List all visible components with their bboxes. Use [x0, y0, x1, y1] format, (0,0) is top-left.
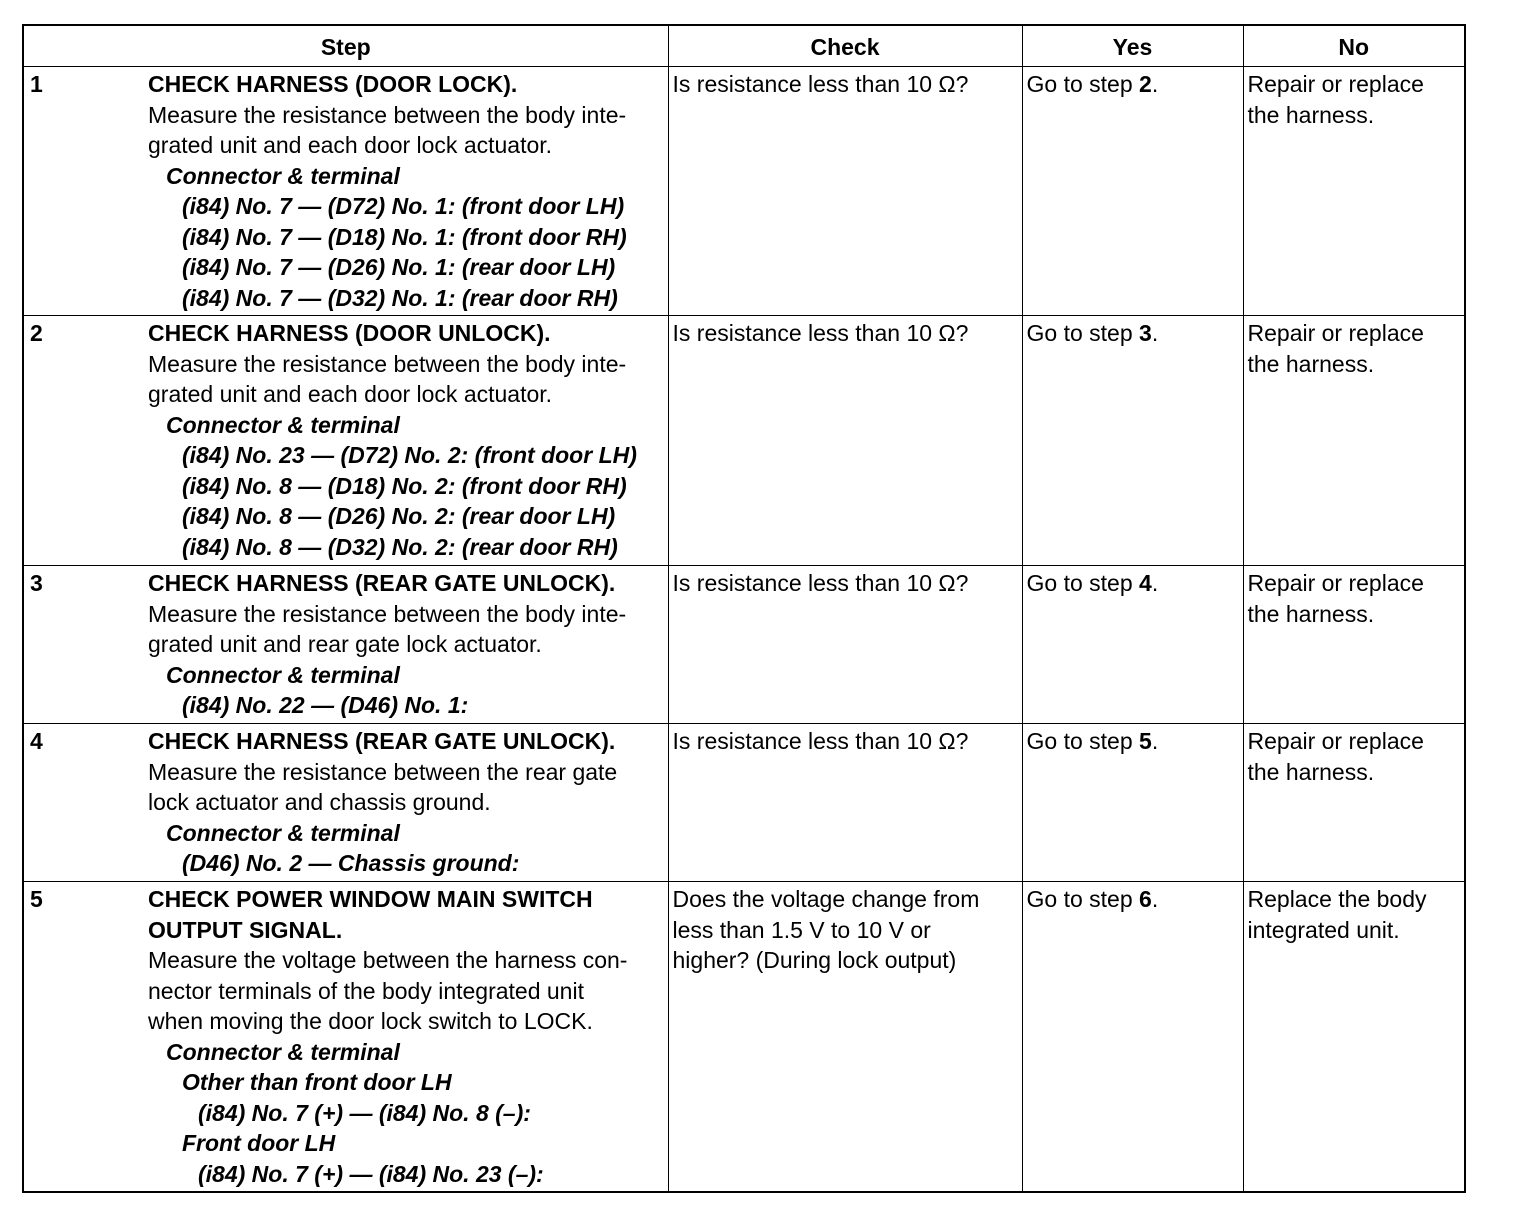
connector-label: Connector & terminal: [166, 162, 400, 189]
yes-text: Go to step: [1026, 71, 1140, 97]
header-yes: Yes: [1022, 25, 1243, 67]
no-text: the harness.: [1247, 101, 1375, 128]
step-cell: [23, 724, 668, 882]
step-number: 2: [30, 320, 43, 346]
check-text: higher? (During lock output): [672, 947, 957, 973]
yes-step-ref: 4: [1139, 570, 1152, 596]
yes-step-ref: 6: [1139, 886, 1152, 912]
step-title: CHECK HARNESS (DOOR LOCK).: [148, 71, 518, 97]
check-cell: [668, 566, 1022, 724]
no-text: Repair or replace: [1247, 570, 1424, 596]
terminal-line: (i84) No. 22 — (D46) No. 1:: [182, 692, 469, 718]
header-step: Step: [23, 25, 668, 67]
yes-suffix: .: [1151, 886, 1159, 912]
terminal-line: (i84) No. 7 — (D18) No. 1: (front door RH): [182, 223, 627, 250]
no-text: the harness.: [1247, 600, 1375, 627]
step-title: CHECK HARNESS (DOOR UNLOCK).: [148, 320, 551, 346]
step-number: 5: [30, 886, 43, 912]
terminal-line: (i84) No. 7 — (D72) No. 1: (front door LH): [182, 193, 625, 219]
check-text: Is resistance less than 10 Ω?: [672, 320, 969, 346]
no-cell: [1243, 566, 1465, 724]
step-desc: grated unit and rear gate lock actuator.: [148, 631, 542, 657]
no-cell: [1243, 316, 1465, 566]
yes-text: Go to step: [1026, 728, 1140, 754]
step-cell: [23, 566, 668, 724]
terminal-group-label: Other than front door LH: [182, 1069, 452, 1095]
step-cell: [23, 67, 668, 316]
check-cell: [668, 316, 1022, 566]
yes-suffix: .: [1151, 71, 1159, 97]
no-text: the harness.: [1247, 758, 1375, 785]
no-cell: [1243, 882, 1465, 1193]
check-cell: [668, 882, 1022, 1193]
yes-step-ref: 2: [1139, 71, 1152, 97]
step-cell: [23, 882, 668, 1193]
step-title: OUTPUT SIGNAL.: [148, 916, 343, 943]
check-text: Is resistance less than 10 Ω?: [672, 71, 969, 97]
yes-cell: [1022, 316, 1243, 566]
step-title: CHECK HARNESS (REAR GATE UNLOCK).: [148, 570, 616, 596]
table-row: [23, 566, 1465, 724]
table-row: [23, 882, 1465, 1193]
yes-cell: [1022, 882, 1243, 1193]
connector-label: Connector & terminal: [166, 1038, 400, 1065]
connector-label: Connector & terminal: [166, 819, 400, 846]
step-desc: Measure the resistance between the rear gate: [148, 758, 618, 785]
terminal-line: (i84) No. 7 — (D26) No. 1: (rear door LH): [182, 254, 616, 280]
check-cell: [668, 67, 1022, 316]
terminal-line: (i84) No. 7 — (D32) No. 1: (rear door RH): [182, 284, 618, 311]
terminal-line: (i84) No. 7 (+) — (i84) No. 23 (–):: [198, 1160, 544, 1187]
no-text: the harness.: [1247, 350, 1375, 377]
yes-suffix: .: [1151, 570, 1159, 596]
step-desc: grated unit and each door lock actuator.: [148, 381, 553, 407]
no-text: Replace the body: [1247, 886, 1427, 912]
yes-cell: [1022, 724, 1243, 882]
step-desc: Measure the resistance between the body inte-: [148, 101, 627, 128]
header-check: Check: [668, 25, 1022, 67]
terminal-line: (i84) No. 23 — (D72) No. 2: (front door LH): [182, 442, 637, 468]
step-desc: grated unit and each door lock actuator.: [148, 132, 553, 158]
check-text: Does the voltage change from: [672, 886, 980, 912]
header-row: [23, 25, 1465, 67]
step-title: CHECK POWER WINDOW MAIN SWITCH: [148, 886, 593, 912]
diagnostic-table: [22, 24, 1466, 1193]
yes-step-ref: 3: [1139, 320, 1152, 346]
step-cell: [23, 316, 668, 566]
table-row: [23, 724, 1465, 882]
step-desc: nector terminals of the body integrated unit: [148, 977, 584, 1004]
check-cell: [668, 724, 1022, 882]
step-desc: Measure the resistance between the body inte-: [148, 600, 627, 627]
step-number: 4: [30, 728, 43, 754]
header-no: No: [1243, 25, 1465, 67]
no-cell: [1243, 67, 1465, 316]
table-row: [23, 67, 1465, 316]
check-text: Is resistance less than 10 Ω?: [672, 728, 969, 754]
no-cell: [1243, 724, 1465, 882]
table-row: [23, 316, 1465, 566]
terminal-line: (i84) No. 8 — (D26) No. 2: (rear door LH): [182, 503, 616, 529]
no-text: Repair or replace: [1247, 728, 1424, 754]
step-desc: Measure the resistance between the body inte-: [148, 350, 627, 377]
yes-suffix: .: [1151, 728, 1159, 754]
check-text: Is resistance less than 10 Ω?: [672, 570, 969, 596]
terminal-line: (D46) No. 2 — Chassis ground:: [182, 850, 520, 876]
terminal-line: (i84) No. 7 (+) — (i84) No. 8 (–):: [198, 1099, 531, 1126]
terminal-group-label: Front door LH: [182, 1130, 336, 1156]
yes-step-ref: 5: [1139, 728, 1152, 754]
connector-label: Connector & terminal: [166, 411, 400, 438]
check-text: less than 1.5 V to 10 V or: [672, 916, 931, 943]
yes-text: Go to step: [1026, 570, 1140, 596]
step-title: CHECK HARNESS (REAR GATE UNLOCK).: [148, 728, 616, 754]
step-desc: lock actuator and chassis ground.: [148, 789, 491, 815]
no-text: Repair or replace: [1247, 320, 1424, 346]
terminal-line: (i84) No. 8 — (D18) No. 2: (front door RH): [182, 472, 627, 499]
yes-text: Go to step: [1026, 886, 1140, 912]
yes-suffix: .: [1151, 320, 1159, 346]
yes-cell: [1022, 67, 1243, 316]
step-number: 1: [30, 71, 43, 97]
step-desc: Measure the voltage between the harness con-: [148, 947, 628, 973]
no-text: Repair or replace: [1247, 71, 1424, 97]
terminal-line: (i84) No. 8 — (D32) No. 2: (rear door RH): [182, 533, 618, 560]
connector-label: Connector & terminal: [166, 661, 400, 688]
yes-text: Go to step: [1026, 320, 1140, 346]
yes-cell: [1022, 566, 1243, 724]
step-desc: when moving the door lock switch to LOCK.: [148, 1008, 593, 1034]
step-number: 3: [30, 570, 43, 596]
no-text: integrated unit.: [1247, 916, 1400, 943]
